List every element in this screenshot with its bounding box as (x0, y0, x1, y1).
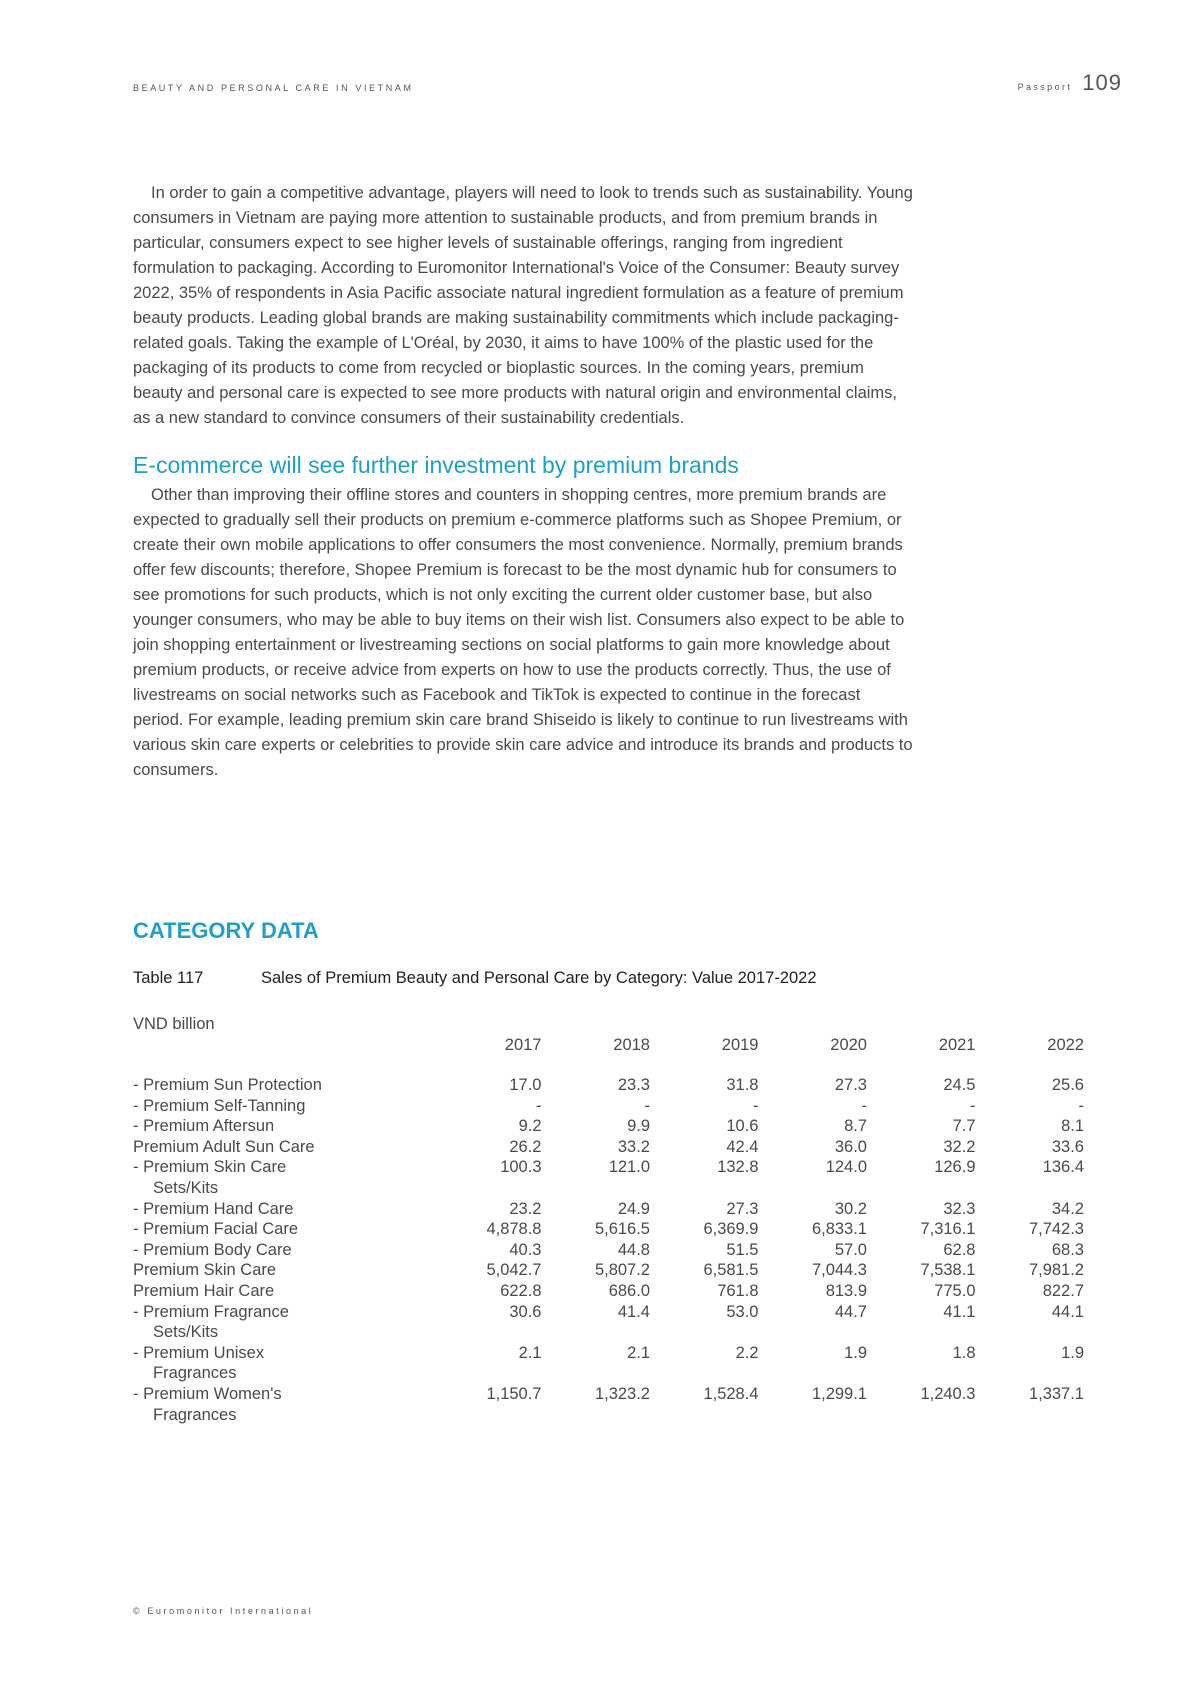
cell-value: 57.0 (834, 1240, 867, 1259)
row-label (133, 1302, 433, 1343)
row-label-text: - Premium Hand Care (133, 1199, 294, 1218)
header-right (1018, 70, 1122, 96)
cell-value: 7,044.3 (811, 1261, 867, 1280)
cell-value: 23.3 (617, 1076, 650, 1094)
cell-value: 126.9 (934, 1158, 976, 1177)
cell-value: 124.0 (825, 1158, 867, 1177)
table-row (133, 1137, 1084, 1158)
table-row (133, 1343, 1084, 1384)
cell-value: 32.3 (943, 1199, 976, 1218)
cell-value: 34.2 (1051, 1199, 1084, 1218)
cell-value: - (1078, 1096, 1084, 1115)
cell-value: 1,528.4 (703, 1384, 759, 1403)
cell-value: 121.0 (608, 1158, 650, 1177)
cell-value: 24.5 (943, 1076, 976, 1094)
cell-value: 2.2 (735, 1343, 759, 1362)
cell-value: 822.7 (1042, 1281, 1084, 1300)
data-table (133, 1034, 1084, 1425)
table-row (133, 1384, 1084, 1425)
table-row (133, 1075, 1084, 1096)
table-unit: VND billion (133, 1015, 215, 1033)
row-label-text: Premium Adult Sun Care (133, 1137, 315, 1156)
table-title: Sales of Premium Beauty and Personal Care by Category: Value 2017-2022 (261, 969, 817, 987)
table-row (133, 1260, 1084, 1281)
cell-value: 9.9 (627, 1117, 650, 1136)
section-heading: E-commerce will see further investment by premium brands (133, 452, 739, 478)
table-row (133, 1199, 1084, 1220)
cell-value: 775.0 (934, 1281, 976, 1300)
cell-value: 51.5 (726, 1240, 759, 1259)
cell-value: 622.8 (500, 1281, 542, 1300)
cell-value: 31.8 (726, 1076, 759, 1094)
cell-value: 5,807.2 (594, 1261, 650, 1280)
cell-value: 1,240.3 (920, 1384, 976, 1403)
cell-value: 44.7 (834, 1302, 867, 1321)
row-label-text: Premium Hair Care (133, 1281, 275, 1300)
row-label-continuation: Sets/Kits (153, 1178, 219, 1197)
brand-label: Passport (1017, 82, 1073, 92)
cell-value: 27.3 (726, 1199, 759, 1218)
row-label (133, 1281, 433, 1302)
year-header: 2018 (613, 1035, 650, 1054)
cell-value: 10.6 (726, 1117, 759, 1136)
cell-value: 6,833.1 (811, 1220, 867, 1239)
row-label (133, 1116, 433, 1137)
cell-value: 7.7 (952, 1117, 976, 1136)
running-header: BEAUTY AND PERSONAL CARE IN VIETNAM (133, 83, 414, 93)
cell-value: 5,616.5 (594, 1220, 650, 1239)
main-content (133, 181, 913, 783)
row-label-text: - Premium Body Care (133, 1240, 292, 1259)
cell-value: 7,742.3 (1028, 1220, 1084, 1239)
cell-value: 9.2 (518, 1117, 542, 1136)
cell-value: - (970, 1096, 976, 1115)
cell-value: 1.9 (1061, 1343, 1084, 1362)
cell-value: 686.0 (608, 1281, 650, 1300)
cell-value: 25.6 (1051, 1076, 1084, 1094)
row-label (133, 1137, 433, 1158)
year-header: 2020 (830, 1035, 867, 1054)
cell-value: 7,316.1 (920, 1220, 976, 1239)
cell-value: 1,323.2 (594, 1384, 650, 1403)
cell-value: - (644, 1096, 650, 1115)
body-paragraph: Other than improving their offline stores and counters in shopping centres, more premium brands are expected to gradually sell their products on premium e-commerce platforms such as Shopee Premium, or create their own mobile applications to offer consumers the most convenience. Normally, premium brands offer few discounts; therefore, Shopee Premium is forecast to be the most dynamic hub for consumers to see promotions for such products, which is not only exciting the current older customer base, but also younger consumers, who may be able to buy items on their wish list. Consumers also expect to be able to join shopping entertainment or livestreaming sections on social platforms to gain more knowledge about premium products, or receive advice from experts on how to use the products correctly. Thus, the use of livestreams on social networks such as Facebook and TikTok is expected to continue in the forecast period. For example, leading premium skin care brand Shiseido is likely to continue to run livestreams with various skin care experts or celebrities to provide skin care advice and introduce its brands and products to consumers. (133, 486, 913, 779)
cell-value: 30.6 (509, 1302, 542, 1321)
cell-value: 7,538.1 (920, 1261, 976, 1280)
row-label-text: - Premium Facial Care (133, 1220, 299, 1239)
cell-value: 100.3 (500, 1158, 542, 1177)
cell-value: 40.3 (509, 1240, 542, 1259)
table-row (133, 1219, 1084, 1240)
cell-value: 44.8 (617, 1240, 650, 1259)
row-label-continuation: Fragrances (153, 1405, 237, 1424)
row-label (133, 1199, 433, 1220)
table-row (133, 1302, 1084, 1343)
cell-value: 1.9 (844, 1343, 867, 1362)
cell-value: 1,337.1 (1028, 1384, 1084, 1403)
row-label (133, 1219, 433, 1240)
row-label-text: - Premium Skin Care (133, 1158, 287, 1177)
cell-value: 23.2 (509, 1199, 542, 1218)
cell-value: 8.7 (844, 1117, 867, 1136)
year-header: 2019 (721, 1035, 759, 1054)
row-label (133, 1343, 433, 1384)
cell-value: 4,878.8 (486, 1220, 542, 1239)
table-row (133, 1240, 1084, 1261)
table-row (133, 1281, 1084, 1302)
cell-value: 8.1 (1061, 1117, 1084, 1136)
row-label-text: Premium Skin Care (133, 1261, 277, 1280)
row-label-text: - Premium Sun Protection (133, 1076, 322, 1094)
cell-value: 62.8 (943, 1240, 976, 1259)
cell-value: 5,042.7 (486, 1261, 542, 1280)
cell-value: 761.8 (717, 1281, 759, 1300)
cell-value: 6,581.5 (703, 1261, 759, 1280)
table-row (133, 1096, 1084, 1117)
row-label-text: - Premium Self-Tanning (133, 1096, 306, 1115)
table-row (133, 1116, 1084, 1137)
year-header: 2017 (504, 1035, 542, 1054)
header-spacer (133, 1034, 433, 1075)
cell-value: 41.4 (617, 1302, 650, 1321)
row-label (133, 1096, 433, 1117)
row-label-text: - Premium Aftersun (133, 1117, 275, 1136)
cell-value: 7,981.2 (1028, 1261, 1084, 1280)
year-header: 2022 (1047, 1035, 1084, 1054)
category-heading: CATEGORY DATA (133, 918, 319, 943)
row-label (133, 1260, 433, 1281)
cell-value: 44.1 (1051, 1302, 1084, 1321)
cell-value: 68.3 (1051, 1240, 1084, 1259)
cell-value: 1.8 (952, 1343, 976, 1362)
cell-value: 24.9 (617, 1199, 650, 1218)
cell-value: 2.1 (518, 1343, 542, 1362)
cell-value: 32.2 (943, 1137, 976, 1156)
row-label-text: - Premium Unisex (133, 1343, 265, 1362)
cell-value: 136.4 (1042, 1158, 1084, 1177)
row-label (133, 1157, 433, 1198)
cell-value: 1,299.1 (811, 1384, 867, 1403)
year-header: 2021 (938, 1035, 976, 1054)
row-label (133, 1075, 433, 1096)
row-label (133, 1384, 433, 1425)
cell-value: - (536, 1096, 542, 1115)
cell-value: 36.0 (834, 1137, 867, 1156)
footer-copyright: © Euromonitor International (133, 1606, 314, 1616)
cell-value: 33.6 (1051, 1137, 1084, 1156)
cell-value: - (861, 1096, 867, 1115)
cell-value: 33.2 (617, 1137, 650, 1156)
row-label (133, 1240, 433, 1261)
cell-value: 1,150.7 (486, 1384, 542, 1403)
cell-value: 42.4 (726, 1137, 759, 1156)
cell-value: 6,369.9 (703, 1220, 759, 1239)
cell-value: - (753, 1096, 759, 1115)
cell-value: 26.2 (509, 1137, 542, 1156)
row-label-text: - Premium Women's (133, 1384, 282, 1403)
cell-value: 30.2 (834, 1199, 867, 1218)
body-paragraph: In order to gain a competitive advantage, players will need to look to trends such as sustainability. Young consumers in Vietnam are paying more attention to sustainable products, and from premium brands in particular, consumers expect to see higher levels of sustainable offerings, ranging from ingredient formulation to packaging. According to Euromonitor International's Voice of the Consumer: Beauty survey 2022, 35% of respondents in Asia Pacific associate natural ingredient formulation as a feature of premium beauty products. Leading global brands are making sustainability commitments which include packaging-related goals. Taking the example of L'Oréal, by 2030, it aims to have 100% of the plastic used for the packaging of its products to come from recycled or bioplastic sources. In the coming years, premium beauty and personal care is expected to see more products with natural origin and environmental claims, as a new standard to convince consumers of their sustainability credentials. (133, 184, 913, 427)
table-caption (133, 969, 817, 988)
page-number: 109 (1082, 70, 1122, 95)
table-number: Table 117 (133, 969, 204, 987)
table-header-row (133, 1034, 1084, 1075)
cell-value: 132.8 (717, 1158, 759, 1177)
cell-value: 41.1 (943, 1302, 976, 1321)
cell-value: 27.3 (834, 1076, 867, 1094)
cell-value: 813.9 (825, 1281, 867, 1300)
row-label-continuation: Sets/Kits (153, 1323, 219, 1342)
table-body (133, 1075, 1084, 1425)
cell-value: 53.0 (726, 1302, 759, 1321)
table-row (133, 1157, 1084, 1198)
cell-value: 17.0 (509, 1076, 542, 1094)
row-label-continuation: Fragrances (153, 1364, 237, 1383)
row-label-text: - Premium Fragrance (133, 1302, 289, 1321)
cell-value: 2.1 (627, 1343, 650, 1362)
